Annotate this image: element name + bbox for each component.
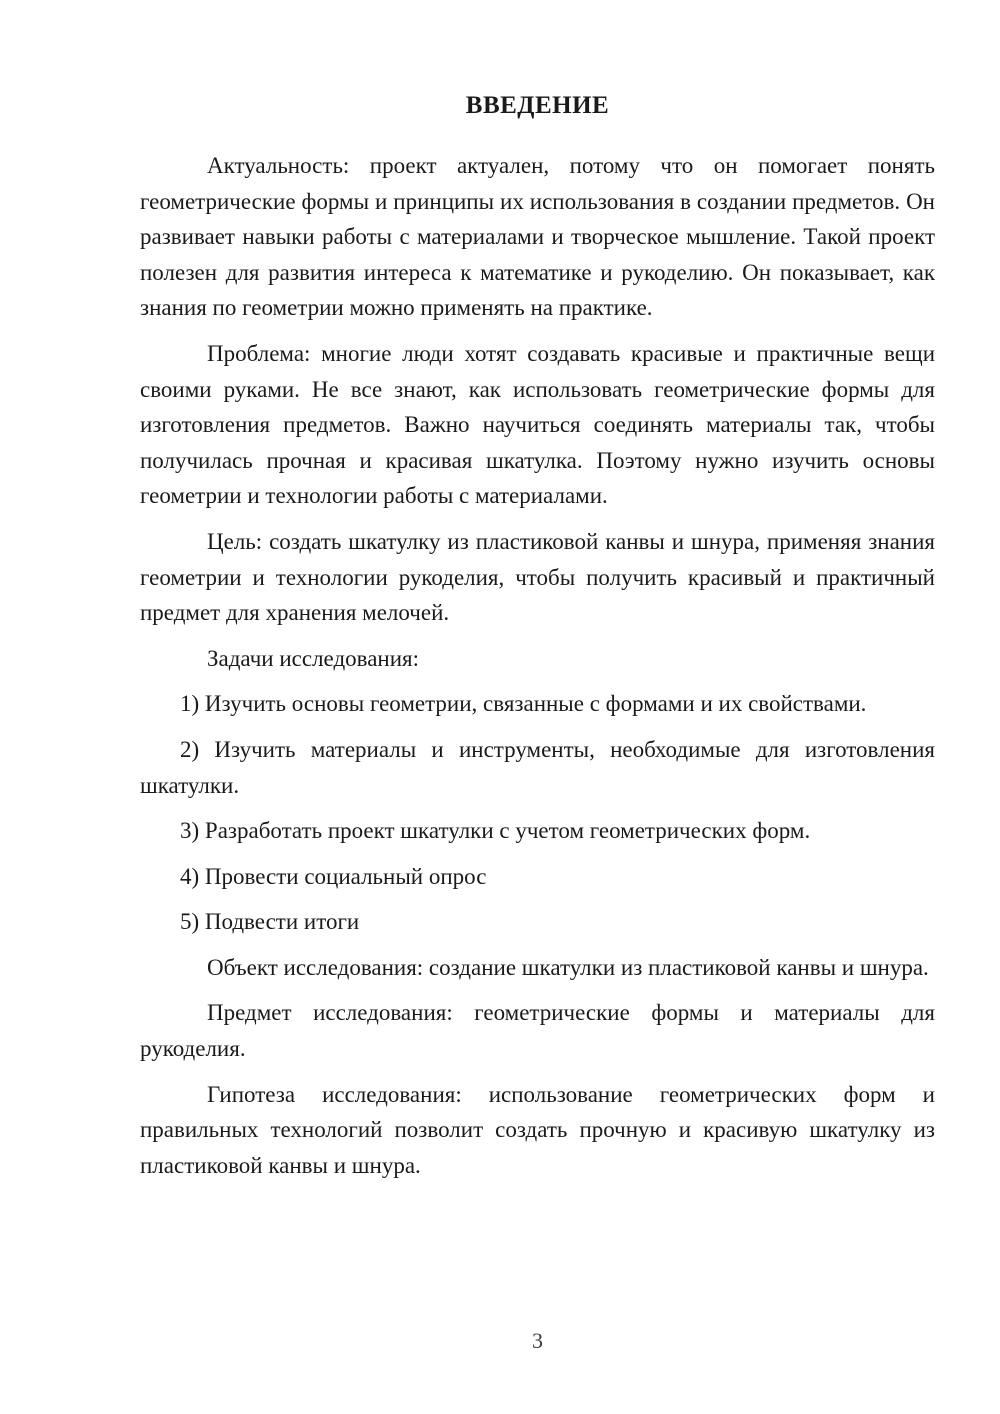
paragraph-predmet: Предмет исследования: геометрические формы и материалы для рукоделия. (140, 1000, 935, 1062)
task-item-2: 2) Изучить материалы и инструменты, необходимые для изготовления шкатулки. (140, 736, 935, 798)
paragraph-tsel: Цель: создать шкатулку из пластиковой канвы и шнура, применяя знания геометрии и технологии рукоделия, чтобы получить красивый и практичный предмет для хранения мелочей. (140, 528, 935, 626)
task-item-5: 5) Подвести итоги (180, 909, 360, 935)
paragraph-zadachi-label: Задачи исследования: (207, 645, 420, 671)
document-body (140, 148, 935, 1183)
page-number: 3 (532, 1328, 543, 1353)
task-item-1: 1) Изучить основы геометрии, связанные с формами и их свойствами. (180, 691, 867, 717)
paragraph-aktualnost: Актуальность: проект актуален, потому что он помогает понять геометрические формы и принципы их использования в создании предметов. Он развивает навыки работы с материалами и творческое мышление. Такой проект полезен для развития интереса к математике и рукоделию. Он показывает, как знания по геометрии можно применять на практике. (140, 153, 935, 321)
paragraph-obekt: Объект исследования: создание шкатулки из пластиковой канвы и шнура. (207, 954, 929, 980)
page-title: ВВЕДЕНИЕ (465, 92, 610, 119)
task-item-3: 3) Разработать проект шкатулки с учетом геометрических форм. (180, 818, 811, 844)
paragraph-gipoteza: Гипотеза исследования: использование геометрических форм и правильных технологий позволит создать прочную и красивую шкатулку из пластиковой канвы и шнура. (140, 1081, 935, 1178)
task-item-4: 4) Провести социальный опрос (180, 863, 487, 889)
paragraph-problema: Проблема: многие люди хотят создавать красивые и практичные вещи своими руками. Не все знают, как использовать геометрические формы для изготовления предметов. Важно научиться соединять материалы так, чтобы получилась прочная и красивая шкатулка. Поэтому нужно изучить основы геометрии и технологии работы с материалами. (140, 340, 935, 509)
